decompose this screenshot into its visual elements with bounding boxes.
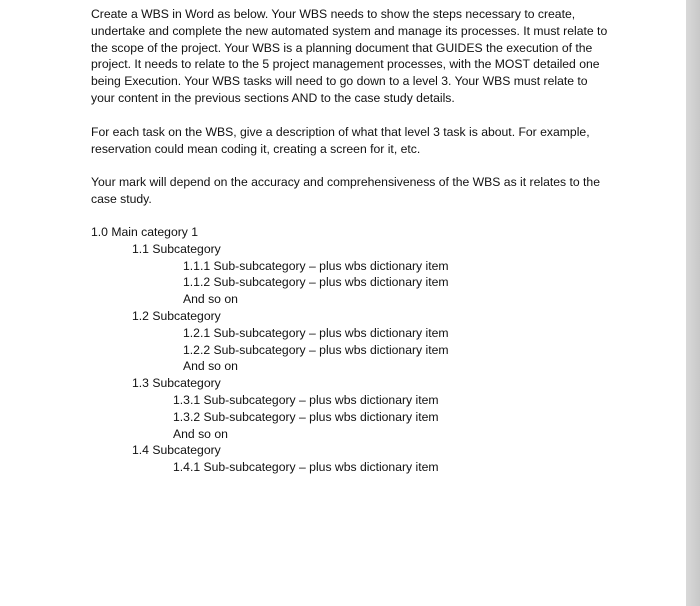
- wbs-sub-subcategory: 1.4.1 Sub-subcategory – plus wbs dictionary item: [173, 460, 439, 475]
- wbs-sub-subcategory: 1.2.2 Sub-subcategory – plus wbs dictionary item: [183, 342, 449, 357]
- wbs-sub-subcategory: 1.1.1 Sub-subcategory – plus wbs dictionary item: [183, 258, 449, 273]
- wbs-and-so-on: And so on: [183, 292, 238, 307]
- page-edge-scrollbar: [686, 0, 700, 606]
- task-description-paragraph: For each task on the WBS, give a description of what that level 3 task is about. For example, reservation could mean coding it, creating a screen for it, etc.: [91, 124, 590, 156]
- wbs-subcategory: 1.3 Subcategory: [132, 376, 221, 391]
- instructions-paragraph: Create a WBS in Word as below. Your WBS needs to show the steps necessary to create, undertake and complete the new automated system and manage its processes. It must relate to the scope of the project. Your WBS is a planning document that GUIDES the execution of the project. It needs to relate to the 5 project management processes, with the MOST detailed one being Execution. Your WBS tasks will need to go down to a level 3. Your WBS must relate to your content in the previous sections AND to the case study details.: [91, 7, 608, 105]
- wbs-subcategory: 1.2 Subcategory: [132, 308, 221, 323]
- wbs-and-so-on: And so on: [173, 426, 228, 441]
- document-body: [91, 6, 611, 476]
- wbs-main-category: 1.0 Main category 1: [91, 224, 199, 239]
- wbs-sub-subcategory: 1.2.1 Sub-subcategory – plus wbs dictionary item: [183, 325, 449, 340]
- wbs-sub-subcategory: 1.3.2 Sub-subcategory – plus wbs dictionary item: [173, 409, 439, 424]
- wbs-sub-subcategory: 1.1.2 Sub-subcategory – plus wbs dictionary item: [183, 275, 449, 290]
- marking-paragraph: Your mark will depend on the accuracy and comprehensiveness of the WBS as it relates to the case study.: [91, 175, 600, 207]
- wbs-subcategory: 1.1 Subcategory: [132, 241, 221, 256]
- wbs-outline: [91, 224, 611, 476]
- wbs-and-so-on: And so on: [183, 359, 238, 374]
- wbs-sub-subcategory: 1.3.1 Sub-subcategory – plus wbs dictionary item: [173, 392, 439, 407]
- wbs-subcategory: 1.4 Subcategory: [132, 443, 221, 458]
